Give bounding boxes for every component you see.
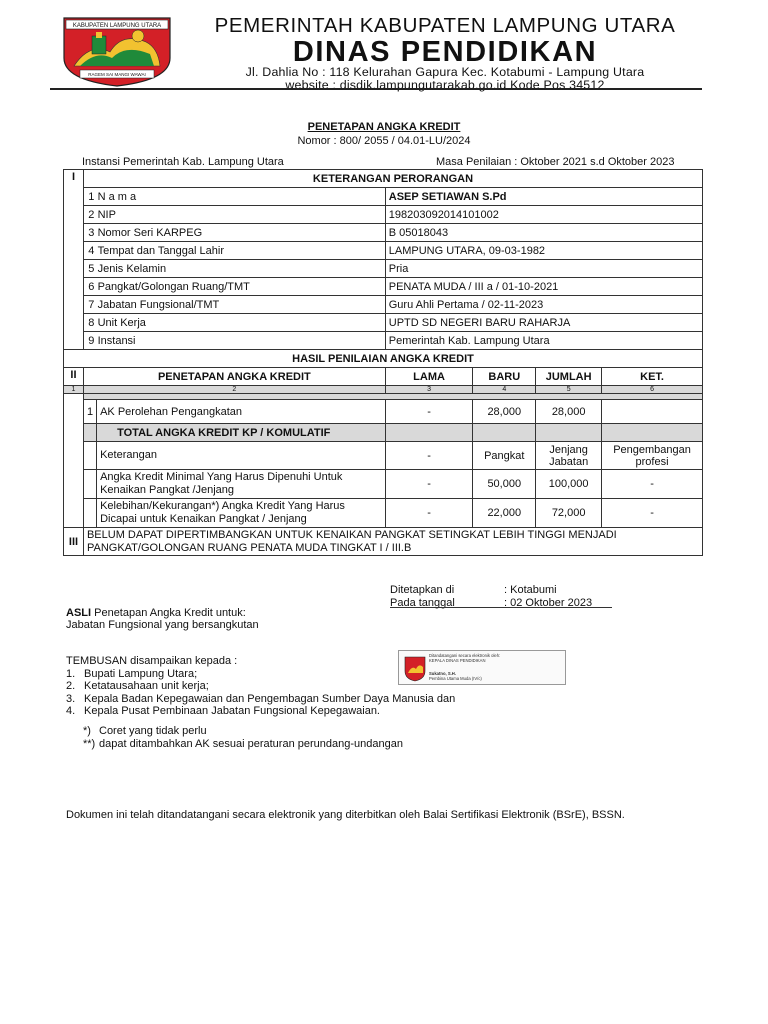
field-label: N a m a bbox=[97, 188, 386, 206]
copies-list bbox=[66, 668, 455, 718]
logo-top-text: KABUPATEN LAMPUNG UTARA bbox=[72, 23, 162, 29]
section-2-number: II bbox=[64, 368, 84, 386]
section-3-number: III bbox=[64, 528, 84, 556]
agency-address: Jl. Dahlia No : 118 Kelurahan Gapura Kec. Kotabumi - Lampung Utara bbox=[245, 65, 645, 79]
total-cell bbox=[602, 424, 703, 442]
field-label: NIP bbox=[97, 206, 386, 224]
esign-line2: KEPALA DINAS PENDIDIKAN bbox=[429, 658, 486, 663]
field-label: Tempat dan Tanggal Lahir bbox=[97, 242, 386, 260]
requirement-row bbox=[64, 470, 703, 499]
index-row bbox=[64, 386, 703, 394]
field-value: UPTD SD NEGERI BARU RAHARJA bbox=[385, 314, 702, 332]
personal-info-row bbox=[64, 206, 703, 224]
lama-value: - bbox=[385, 499, 473, 528]
field-label: Pangkat/Golongan Ruang/TMT bbox=[97, 278, 386, 296]
column-header: LAMA bbox=[385, 368, 473, 386]
ket-value: Pengembangan profesi bbox=[602, 442, 703, 470]
letterhead-text bbox=[190, 14, 700, 92]
lama-value: - bbox=[385, 400, 473, 424]
credit-item-row bbox=[64, 400, 703, 424]
field-label: Jenis Kelamin bbox=[97, 260, 386, 278]
field-value: 198203092014101002 bbox=[385, 206, 702, 224]
copy-recipient bbox=[66, 680, 455, 693]
field-value: Guru Ahli Pertama / 02-11-2023 bbox=[385, 296, 702, 314]
footnotes bbox=[83, 725, 403, 751]
original-note-bold: ASLI bbox=[66, 607, 92, 619]
ket-value bbox=[602, 400, 703, 424]
section-1-number: I bbox=[64, 170, 84, 350]
jumlah-value: 72,000 bbox=[536, 499, 602, 528]
lama-value: - bbox=[385, 442, 473, 470]
baru-value: 50,000 bbox=[473, 470, 536, 499]
original-note-line2: Jabatan Fungsional yang bersangkutan bbox=[66, 619, 259, 631]
index-cell: 2 bbox=[83, 386, 385, 394]
recipient-number: 4. bbox=[66, 705, 76, 717]
assessment-period: Masa Penilaian : Oktober 2021 s.d Oktober 2023 bbox=[436, 156, 675, 168]
jumlah-value: Jenjang Jabatan bbox=[536, 442, 602, 470]
empty-number-cell bbox=[83, 499, 96, 528]
row-number: 6 bbox=[83, 278, 96, 296]
requirement-row bbox=[64, 499, 703, 528]
empty-number-cell bbox=[83, 470, 96, 499]
field-value: ASEP SETIAWAN S.Pd bbox=[385, 188, 702, 206]
letterhead bbox=[50, 12, 700, 90]
column-header: BARU bbox=[473, 368, 536, 386]
ket-value: - bbox=[602, 470, 703, 499]
stipulated-date-label: Pada tanggal bbox=[390, 597, 455, 609]
section-3-row bbox=[64, 528, 703, 556]
row-number: 7 bbox=[83, 296, 96, 314]
section-2-left-gutter bbox=[64, 394, 84, 528]
conclusion-text: BELUM DAPAT DIPERTIMBANGKAN UNTUK KENAIKAN PANGKAT SETINGKAT LEBIH TINGGI MENJADI PANGKAT/GOLONGAN RUANG PENATA MUDA TINGKAT I / III.B bbox=[83, 528, 702, 556]
ket-value: - bbox=[602, 499, 703, 528]
personal-info-row bbox=[64, 314, 703, 332]
esign-disclaimer: Dokumen ini telah ditandatangani secara elektronik yang diterbitkan oleh Balai Sertifikasi Elektronik (BSrE), BSSN. bbox=[66, 809, 625, 821]
copy-recipient bbox=[66, 668, 455, 681]
requirement-row bbox=[64, 442, 703, 470]
copies-section bbox=[66, 655, 455, 718]
section-2-header-row bbox=[64, 368, 703, 386]
esign-rank: Pembina Utama Muda (IV/c) bbox=[429, 676, 482, 681]
field-value: B 05018043 bbox=[385, 224, 702, 242]
index-cell: 4 bbox=[473, 386, 536, 394]
footnote-marker: *) bbox=[83, 725, 91, 737]
baru-value: 28,000 bbox=[473, 400, 536, 424]
stipulated-at-label: Ditetapkan di bbox=[390, 584, 455, 596]
original-note bbox=[66, 607, 259, 631]
row-number: 1 bbox=[83, 400, 96, 424]
requirement-label: Keterangan bbox=[97, 442, 386, 470]
personal-info-row bbox=[64, 296, 703, 314]
row-number: 1 bbox=[83, 188, 96, 206]
instansi-label: Instansi Pemerintah Kab. Lampung Utara bbox=[82, 156, 284, 168]
copy-recipient bbox=[66, 693, 455, 706]
lama-value: - bbox=[385, 470, 473, 499]
agency-name: DINAS PENDIDIKAN bbox=[292, 36, 598, 68]
column-header: PENETAPAN ANGKA KREDIT bbox=[83, 368, 385, 386]
column-header: JUMLAH bbox=[536, 368, 602, 386]
footnote-marker: **) bbox=[83, 738, 96, 750]
jumlah-value: 100,000 bbox=[536, 470, 602, 499]
letterhead-divider bbox=[50, 88, 702, 90]
recipient-name: Kepala Badan Kepegawaian dan Pengembagan Sumber Daya Manusia dan bbox=[84, 692, 456, 705]
index-cell: 5 bbox=[536, 386, 602, 394]
index-cell: 3 bbox=[385, 386, 473, 394]
field-label: Nomor Seri KARPEG bbox=[97, 224, 386, 242]
index-cell: 1 bbox=[64, 386, 84, 394]
total-gutter bbox=[83, 424, 96, 442]
field-value: Pemerintah Kab. Lampung Utara bbox=[385, 332, 702, 350]
copy-recipient bbox=[66, 705, 455, 718]
index-cell: 6 bbox=[602, 386, 703, 394]
esign-line1: Ditandatangani secara elektronik oleh: bbox=[429, 653, 501, 658]
signature-divider bbox=[390, 607, 612, 608]
personal-info-row bbox=[64, 242, 703, 260]
personal-info-row bbox=[64, 188, 703, 206]
row-number: 2 bbox=[83, 206, 96, 224]
row-number: 4 bbox=[83, 242, 96, 260]
field-label: Instansi bbox=[97, 332, 386, 350]
footnote-text: Coret yang tidak perlu bbox=[99, 725, 207, 737]
recipient-number: 2. bbox=[66, 680, 76, 692]
recipient-name: Kepala Pusat Pembinaan Jabatan Fungsional Kepegawaian. bbox=[84, 705, 380, 717]
baru-value: Pangkat bbox=[473, 442, 536, 470]
total-row bbox=[64, 424, 703, 442]
total-cell bbox=[385, 424, 473, 442]
recipient-number: 3. bbox=[66, 692, 76, 705]
personal-info-row bbox=[64, 260, 703, 278]
total-label: TOTAL ANGKA KREDIT KP / KOMULATIF bbox=[97, 424, 386, 442]
requirement-label: Angka Kredit Minimal Yang Harus Dipenuhi Untuk Kenaikan Pangkat /Jenjang bbox=[97, 470, 386, 499]
footnote bbox=[83, 738, 403, 751]
section-2-band: HASIL PENILAIAN ANGKA KREDIT bbox=[64, 350, 703, 368]
section-1-header-row bbox=[64, 170, 703, 188]
recipient-name: Ketatausahaan unit kerja; bbox=[84, 680, 209, 692]
baru-value: 22,000 bbox=[473, 499, 536, 528]
document-number: Nomor : 800/ 2055 / 04.01-LU/2024 bbox=[297, 135, 471, 147]
field-label: Jabatan Fungsional/TMT bbox=[97, 296, 386, 314]
field-value: LAMPUNG UTARA, 09-03-1982 bbox=[385, 242, 702, 260]
personal-info-row bbox=[64, 224, 703, 242]
column-header: KET. bbox=[602, 368, 703, 386]
personal-info-row bbox=[64, 332, 703, 350]
total-cell bbox=[536, 424, 602, 442]
footnote-text: dapat ditambahkan AK sesuai peraturan perundang-undangan bbox=[99, 738, 403, 750]
row-number: 9 bbox=[83, 332, 96, 350]
original-note-text: Penetapan Angka Kredit untuk: bbox=[91, 607, 246, 619]
stipulated-date-value: : 02 Oktober 2023 bbox=[504, 597, 593, 609]
agency-website: website : disdik.lampungutarakab.go.id Kode Pos 34512 bbox=[285, 78, 605, 92]
total-cell bbox=[473, 424, 536, 442]
copies-heading: TEMBUSAN disampaikan kepada : bbox=[66, 655, 238, 667]
personal-info-row bbox=[64, 278, 703, 296]
lampung-utara-logo bbox=[50, 12, 184, 88]
government-name: PEMERINTAH KABUPATEN LAMPUNG UTARA bbox=[214, 14, 676, 37]
section-2-band-row bbox=[64, 350, 703, 368]
row-number: 3 bbox=[83, 224, 96, 242]
field-label: Unit Kerja bbox=[97, 314, 386, 332]
stipulated-at-value: : Kotabumi bbox=[504, 584, 557, 596]
field-value: Pria bbox=[385, 260, 702, 278]
jumlah-value: 28,000 bbox=[536, 400, 602, 424]
row-number: 5 bbox=[83, 260, 96, 278]
field-value: PENATA MUDA / III a / 01-10-2021 bbox=[385, 278, 702, 296]
requirement-label: Kelebihan/Kekurangan*) Angka Kredit Yang Harus Dicapai untuk Kenaikan Pangkat / Jenjang bbox=[97, 499, 386, 528]
empty-number-cell bbox=[83, 442, 96, 470]
section-1-heading: KETERANGAN PERORANGAN bbox=[83, 170, 702, 188]
footnote bbox=[83, 725, 403, 738]
esign-name: Sukatno, S.H. bbox=[429, 671, 456, 676]
item-label: AK Perolehan Pengangkatan bbox=[97, 400, 386, 424]
document-title: PENETAPAN ANGKA KREDIT bbox=[307, 121, 461, 133]
credit-table bbox=[63, 169, 703, 556]
row-number: 8 bbox=[83, 314, 96, 332]
recipient-number: 1. bbox=[66, 667, 76, 680]
recipient-name: Bupati Lampung Utara; bbox=[84, 667, 198, 680]
logo-motto-text: RAGEM SAI MANGI WAWAI bbox=[88, 72, 146, 77]
